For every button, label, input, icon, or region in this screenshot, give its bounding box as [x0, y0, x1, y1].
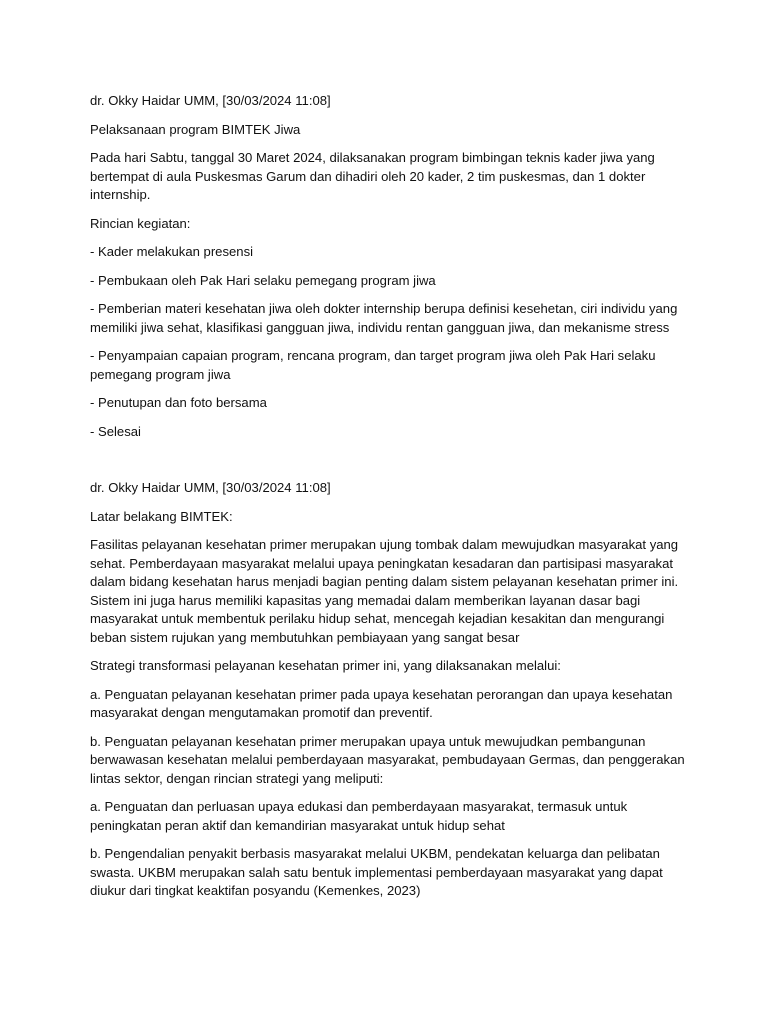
message-header: dr. Okky Haidar UMM, [30/03/2024 11:08] — [90, 480, 331, 495]
list-item: - Pemberian materi kesehatan jiwa oleh dokter internship berupa definisi kesehetan, ciri individu yang memiliki jiwa sehat, klasifikasi gangguan jiwa, individu rentan gangguan jiwa, dan mekanisme stress — [90, 301, 678, 335]
section-title: Pelaksanaan program BIMTEK Jiwa — [90, 121, 301, 137]
body-paragraph: b. Penguatan pelayanan kesehatan primer merupakan upaya untuk mewujudkan pembangunan berwawasan kesehatan melalui pemberdayaan masyarakat, pembudayaan Germas, dan penggerakan lintas sektor, dengan rincian strategi yang meliputi: — [90, 733, 685, 786]
body-paragraph: Fasilitas pelayanan kesehatan primer merupakan ujung tombak dalam mewujudkan masyarakat yang sehat. Pemberdayaan masyarakat melalui upaya peningkatan kesadaran dan partisipasi masyarakat dalam bidang kesehatan harus menjadi bagian penting dalam sistem pelayanan kesehatan primer ini. Sistem ini juga harus memiliki kapasitas yang memadai dalam memberikan layanan dasar bagi masyarakat untuk membentuk perilaku hidup sehat, mencegah kejadian kesakitan dan mengurangi beban sistem rujukan yang membutuhkan pembiayaan yang sangat besar — [90, 537, 679, 645]
document-page — [90, 92, 700, 911]
intro-paragraph: Pada hari Sabtu, tanggal 30 Maret 2024, dilaksanakan program bimbingan teknis kader jiwa yang bertempat di aula Puskesmas Garum dan dihadiri oleh 20 kader, 2 tim puskesmas, dan 1 dokter internship. — [90, 150, 655, 202]
list-item: - Selesai — [90, 423, 141, 439]
body-paragraph: b. Pengendalian penyakit berbasis masyarakat melalui UKBM, pendekatan keluarga dan pelibatan swasta. UKBM merupakan salah satu bentuk implementasi pemberdayaan masyarakat yang dapat diukur dari tingkat keaktifan posyandu (Kemenkes, 2023) — [90, 846, 663, 898]
list-item: - Penyampaian capaian program, rencana program, dan target program jiwa oleh Pak Hari selaku pemegang program jiwa — [90, 348, 656, 382]
list-item: - Penutupan dan foto bersama — [90, 395, 267, 410]
list-heading: Rincian kegiatan: — [90, 215, 191, 231]
body-paragraph: a. Penguatan dan perluasan upaya edukasi dan pemberdayaan masyarakat, termasuk untuk peningkatan peran aktif dan kemandirian masyarakat untuk hidup sehat — [90, 799, 628, 833]
message-header: dr. Okky Haidar UMM, [30/03/2024 11:08] — [90, 93, 331, 108]
body-paragraph: Strategi transformasi pelayanan kesehatan primer ini, yang dilaksanakan melalui: — [90, 658, 561, 673]
section-title: Latar belakang BIMTEK: — [90, 508, 233, 524]
list-item: - Pembukaan oleh Pak Hari selaku pemegang program jiwa — [90, 272, 436, 288]
list-item: - Kader melakukan presensi — [90, 244, 254, 259]
section-spacer — [90, 451, 700, 479]
body-paragraph: a. Penguatan pelayanan kesehatan primer pada upaya kesehatan perorangan dan upaya kesehatan masyarakat dengan mengutamakan promotif dan preventif. — [90, 686, 673, 720]
